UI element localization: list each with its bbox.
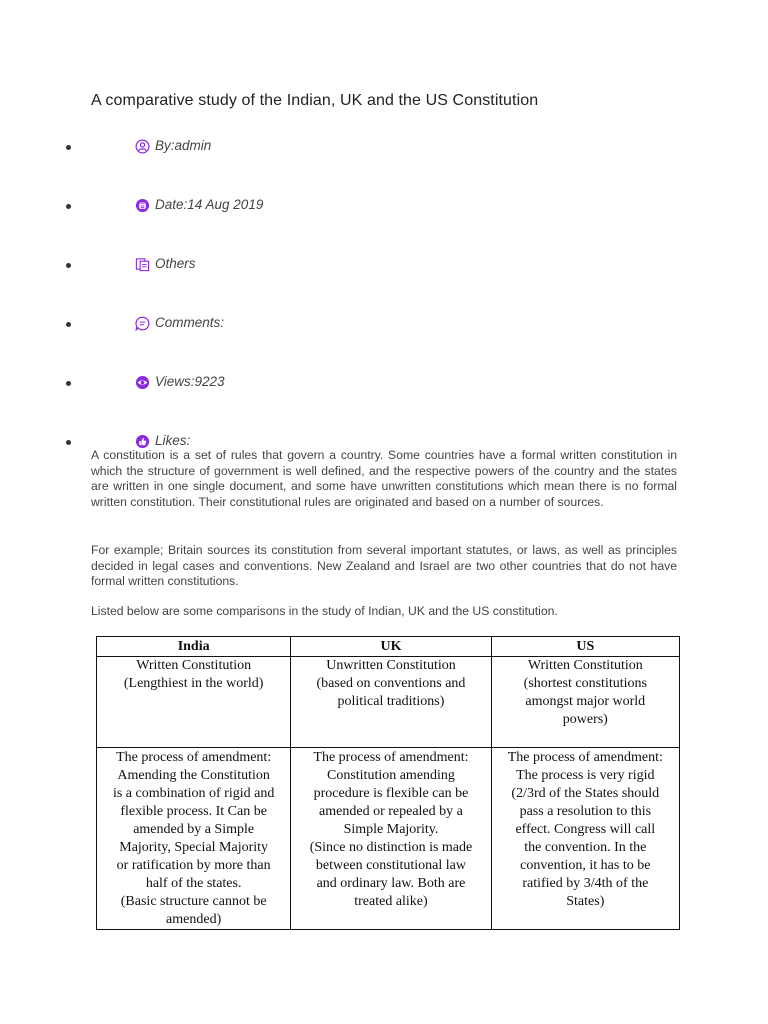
cell-line: amended or repealed by a [319,804,463,819]
table-header-row [97,637,680,657]
comparison-table [96,636,680,930]
bullet [66,322,71,327]
cell-line: treated alike) [354,894,428,909]
cell-uk-type [291,657,491,748]
cell-line: and ordinary law. Both are [316,876,466,891]
bullet [66,145,71,150]
cell-line: flexible process. It Can be [120,804,267,819]
cell-line: (based on conventions and [316,676,466,691]
cell-line: procedure is flexible can be [313,786,469,801]
views-count: Views:9223 [155,374,225,389]
cell-line: Written Constitution [527,658,643,673]
cell-line: powers) [562,712,608,727]
author-link[interactable]: By:admin [155,138,212,153]
eye-icon [135,375,150,390]
cell-line: The process of amendment: [313,750,469,765]
like-icon [135,434,150,449]
table-row-type [97,657,680,748]
bullet [66,440,71,445]
table-row-amendment [97,748,680,930]
cell-uk-amendment [291,748,491,930]
cell-us-type [491,657,679,748]
cell-line: (Lengthiest in the world) [123,676,264,691]
cell-line: Amending the Constitution [117,768,270,783]
comment-icon [135,316,150,331]
cell-line: The process of amendment: [116,750,272,765]
cell-line: political traditions) [337,694,445,709]
date-text: Date:14 Aug 2019 [155,197,264,212]
cell-line: amended by a Simple [133,822,255,837]
likes-link[interactable]: Likes: [155,433,191,448]
cell-line: amended) [166,912,222,927]
cell-line: Constitution amending [326,768,455,783]
cell-line: States) [566,894,605,909]
intro-paragraph: A constitution is a set of rules that govern a country. Some countries have a formal written constitution in which the structure of government is well defined, and the respective powers of the country and the states are written in one single document, and some have unwritten constitutions which mean there is no formal written constitution. Their constitutional rules are originated and based on a number of sources. [91,448,677,509]
cell-line: (Basic structure cannot be [120,894,267,909]
cell-line: (shortest constitutions [523,676,647,691]
cell-line: Majority, Special Majority [119,840,269,855]
comparison-intro: Listed below are some comparisons in the study of Indian, UK and the US constitution. [91,604,558,618]
example-paragraph: For example; Britain sources its constitution from several important statutes, or laws, as well as principles decided in legal cases and conventions. New Zealand and Israel are two other countries that do not have formal written constitutions. [91,543,677,589]
cell-line: effect. Congress will call [515,822,656,837]
calendar-icon [135,198,150,213]
cell-india-type [97,657,291,748]
cell-line: (2/3rd of the States should [511,786,660,801]
cell-line: half of the states. [145,876,242,891]
category-link[interactable]: Others [155,256,196,271]
cell-line: Simple Majority. [343,822,439,837]
comments-link[interactable]: Comments: [155,315,225,330]
cell-line: ratified by 3/4th of the [522,876,649,891]
header-india: India [97,637,291,657]
cell-line: The process is very rigid [516,768,655,783]
cell-line: Unwritten Constitution [326,658,456,673]
cell-line: Written Constitution [136,658,252,673]
cell-line: the convention. In the [524,840,647,855]
article-title: A comparative study of the Indian, UK and the US Constitution [91,92,539,109]
header-uk: UK [291,637,491,657]
header-us: US [491,637,679,657]
user-icon [135,139,150,154]
bullet [66,204,71,209]
category-icon [135,257,150,272]
bullet [66,263,71,268]
cell-us-amendment [491,748,679,930]
bullet [66,381,71,386]
cell-line: (Since no distinction is made [309,840,473,855]
cell-line: or ratification by more than [116,858,271,873]
cell-line: The process of amendment: [507,750,663,765]
cell-line: between constitutional law [315,858,466,873]
cell-line: amongst major world [525,694,646,709]
cell-line: pass a resolution to this [519,804,652,819]
cell-line: convention, it has to be [520,858,651,873]
cell-india-amendment [97,748,291,930]
cell-line: is a combination of rigid and [112,786,275,801]
